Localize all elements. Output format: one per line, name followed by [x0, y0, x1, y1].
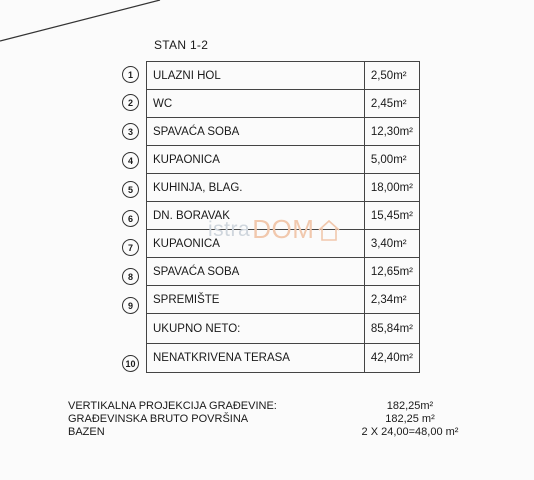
room-number-badge: 7	[122, 239, 139, 256]
table-row	[147, 286, 420, 314]
total-area: 85,84m²	[364, 314, 419, 344]
summary-value: 182,25 m²	[385, 413, 435, 425]
room-name: KUPAONICA	[147, 230, 365, 258]
total-row	[147, 314, 420, 344]
table-row	[147, 62, 420, 90]
room-name: WC	[147, 90, 365, 118]
total-label: UKUPNO NETO:	[147, 314, 365, 344]
summary-row	[68, 413, 460, 426]
table-row	[147, 90, 420, 118]
table-row	[147, 174, 420, 202]
table-row	[147, 230, 420, 258]
table-row	[147, 258, 420, 286]
room-name: SPREMIŠTE	[147, 286, 365, 314]
room-name: KUPAONICA	[147, 146, 365, 174]
summary-row	[68, 400, 460, 413]
room-area: 15,45m²	[364, 202, 419, 230]
room-area: 18,00m²	[364, 174, 419, 202]
unit-title: STAN 1-2	[154, 38, 209, 52]
room-number-badge: 5	[122, 181, 139, 198]
table-row	[147, 202, 420, 230]
summary-value: 182,25m²	[386, 400, 434, 412]
room-number-badge: 1	[122, 66, 139, 83]
terrace-area: 42,40m²	[364, 344, 419, 373]
room-area: 2,50m²	[364, 62, 419, 90]
room-number-badge: 6	[122, 210, 139, 227]
room-number-badge: 2	[122, 94, 139, 111]
summary-label: BAZEN	[68, 426, 105, 438]
summary-value: 2 X 24,00=48,00 m²	[361, 426, 459, 438]
room-name: SPAVAĆA SOBA	[147, 118, 365, 146]
summary-row	[68, 426, 460, 439]
room-area: 5,00m²	[364, 146, 419, 174]
room-name: KUHINJA, BLAG.	[147, 174, 365, 202]
terrace-row	[147, 344, 420, 373]
room-name: SPAVAĆA SOBA	[147, 258, 365, 286]
watermark-text-dom: DOM	[252, 214, 315, 244]
room-area: 12,65m²	[364, 258, 419, 286]
room-number-badge: 4	[122, 152, 139, 169]
room-name: ULAZNI HOL	[147, 62, 365, 90]
room-number-badge: 10	[122, 355, 139, 372]
summary-block	[68, 400, 460, 439]
room-number-badge: 8	[122, 268, 139, 285]
room-area: 3,40m²	[364, 230, 419, 258]
terrace-name: NENATKRIVENA TERASA	[147, 344, 365, 373]
room-area: 2,34m²	[364, 286, 419, 314]
room-name: DN. BORAVAK	[147, 202, 365, 230]
room-area: 12,30m²	[364, 118, 419, 146]
summary-label: VERTIKALNA PROJEKCIJA GRAĐEVINE:	[68, 400, 277, 412]
room-number-badge: 9	[122, 297, 139, 314]
room-area-table	[146, 61, 420, 373]
watermark-text-istra: istra	[208, 217, 251, 241]
summary-label: GRAĐEVINSKA BRUTO POVRŠINA	[68, 413, 249, 425]
room-number-badge: 3	[122, 123, 139, 140]
table-row	[147, 146, 420, 174]
table-row	[147, 118, 420, 146]
room-area: 2,45m²	[364, 90, 419, 118]
